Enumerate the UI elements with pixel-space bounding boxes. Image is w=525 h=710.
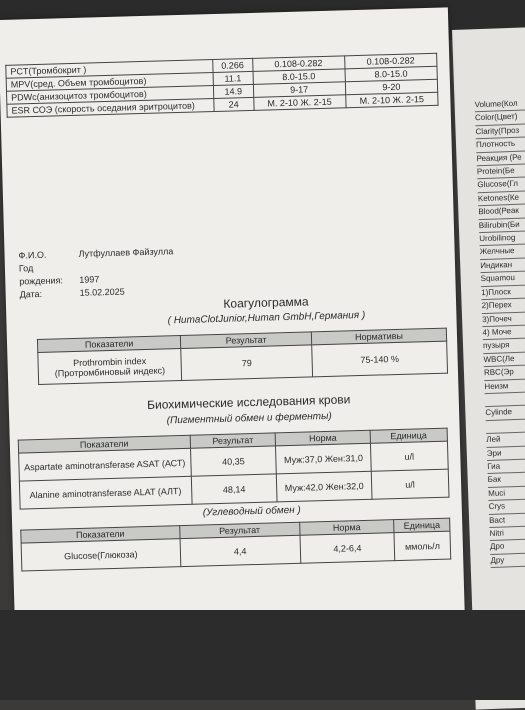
side-page-item: Плотность <box>476 136 525 153</box>
year-value: 1997 <box>79 274 100 285</box>
carb-header-norm: Норма <box>299 520 394 536</box>
side-page-item: Nitri <box>489 525 525 542</box>
blood-count-cell-norm2: 9-20 <box>345 79 438 95</box>
blood-count-cell-name: MPV(сред. Объем тромбоцитов) <box>6 73 213 92</box>
patient-info <box>18 245 174 301</box>
biochem-row-name: Alanine aminotransferase ALAT (АЛТ) <box>19 476 191 509</box>
side-page-item: Urobilinog <box>479 230 525 247</box>
side-page-item: 3)Почеч <box>482 310 525 327</box>
biochem-row-result: 40,35 <box>190 446 277 476</box>
carb-header-name: Показатели <box>21 526 180 543</box>
carb-header-result: Результат <box>179 522 299 538</box>
carb-table <box>20 518 451 572</box>
side-page-item: Лей <box>486 431 525 448</box>
biochem-subtitle: (Пигментный обмен и ферменты) <box>166 410 332 427</box>
side-page-item: Squamou <box>481 270 525 287</box>
side-page-list <box>474 96 525 568</box>
blood-count-cell-norm2: М. 2-10 Ж. 2-15 <box>345 92 438 108</box>
biochem-header-unit: Единица <box>370 428 448 443</box>
fio-label: Ф.И.О. <box>18 249 47 261</box>
blood-count-cell-norm1: М. 2-10 Ж. 2-15 <box>253 95 346 111</box>
biochem-row-name: Aspartate aminotransferase ASAT (АСТ) <box>19 448 191 481</box>
blood-count-cell-norm1: 9-17 <box>253 82 346 98</box>
blood-count-cell-name: PDWc(анизоцитоз тромбоцитов) <box>6 86 213 105</box>
side-page-item: Blood(Реак <box>478 203 525 220</box>
side-page-item: Желчные <box>480 243 525 260</box>
blood-count-cell-result: 24 <box>214 97 254 111</box>
carb-header-unit: Единица <box>394 518 450 533</box>
side-page-item: Protein(Бе <box>477 163 525 180</box>
biochem-title: Биохимические исследования крови <box>147 392 351 412</box>
side-page-item <box>485 391 525 408</box>
carb-row-unit: ммоль/л <box>394 531 451 561</box>
fio-value: Лутфуллаев Файзулла <box>78 246 174 259</box>
biochem-row-norm: Муж:37,0 Жен:31,0 <box>276 443 371 474</box>
side-page-item: Индикан <box>480 257 525 274</box>
side-page-item: Дро <box>490 538 525 555</box>
coag-title: Коагулограмма <box>223 294 309 311</box>
coag-row-name: Prothrombin index (Протромбиновый индекс) <box>38 349 182 385</box>
biochem-header-norm: Норма <box>276 430 371 446</box>
coag-header-norm: Нормативы <box>311 328 446 345</box>
blood-count-cell-name: ESR СОЭ (скорость оседания эритроцитов) <box>7 99 214 118</box>
report-page <box>0 7 465 629</box>
carb-subtitle: (Углеводный обмен ) <box>202 504 301 519</box>
side-page-item: Эри <box>487 444 525 461</box>
biochem-header-result: Результат <box>190 433 276 448</box>
blood-count-cell-norm2: 0.108-0.282 <box>344 53 437 69</box>
blood-count-cell-result: 14.9 <box>213 84 253 98</box>
background-bottom <box>0 610 525 700</box>
side-page-item: Дру <box>490 552 525 569</box>
coag-table <box>37 328 448 385</box>
side-page-item: Muci <box>488 485 525 502</box>
side-page-item: Volume(Кол <box>474 96 525 113</box>
blood-count-cell-result: 11.1 <box>213 71 253 85</box>
side-page-item: Clarity(Проз <box>475 123 525 140</box>
coag-header-name: Показатели <box>37 336 180 353</box>
side-page-item: Реакция (Ре <box>476 150 525 167</box>
coag-row-result: 79 <box>181 345 313 381</box>
carb-row-result: 4,4 <box>180 535 301 566</box>
coag-row-norm: 75-140 % <box>312 341 448 377</box>
blood-count-table <box>5 53 438 118</box>
blood-count-cell-result: 0.266 <box>213 58 253 72</box>
biochem-row-norm: Муж:42,0 Жен:32,0 <box>277 471 372 502</box>
biochem-row-result: 48,14 <box>191 474 278 504</box>
side-page-item: Гиа <box>487 458 525 475</box>
date-label: Дата: <box>19 288 43 300</box>
blood-count-cell-name: PCT(Тромбокрит ) <box>6 60 213 79</box>
side-page-item: Cylinde <box>485 404 525 421</box>
date-value: 15.02.2025 <box>79 286 125 298</box>
biochem-row-unit: u/l <box>370 441 448 471</box>
side-page-item: Бак <box>488 471 525 488</box>
side-page-item <box>486 418 525 435</box>
coag-header-result: Результат <box>181 332 312 349</box>
blood-count-cell-norm2: 8.0-15.0 <box>345 66 438 82</box>
side-page-item: 2)Перех <box>481 297 525 314</box>
biochem-header-name: Показатели <box>18 435 190 453</box>
side-page-item: Неизм <box>484 377 525 394</box>
coag-subtitle: ( HumaClotJunior,Human GmbH,Германия ) <box>167 309 366 327</box>
carb-row-name: Glucose(Глюкоза) <box>21 539 180 571</box>
side-page-item: 1)Плоск <box>481 284 525 301</box>
side-page-item: WBC(Ле <box>483 351 525 368</box>
blood-count-cell-norm1: 8.0-15.0 <box>253 69 346 85</box>
side-page-item: Ketones(Ке <box>478 190 525 207</box>
side-page-item: 4) Моче <box>482 324 525 341</box>
side-page-item: Crys <box>488 498 525 515</box>
blood-count-cell-norm1: 0.108-0.282 <box>252 56 345 72</box>
side-page-item: Bact <box>489 511 525 528</box>
biochem-table <box>18 428 450 510</box>
year-label: Год рождения: <box>18 263 63 287</box>
side-page-item: Color(Цвет) <box>475 110 525 127</box>
side-page-item: Bilirubin(Би <box>479 217 525 234</box>
side-page-item: пузыря <box>483 337 525 354</box>
side-page-item: RBC(Эр <box>484 364 525 381</box>
biochem-row-unit: u/l <box>371 469 449 499</box>
carb-row-norm: 4,2-6,4 <box>300 533 395 564</box>
side-page-item: Glucose(Гл <box>477 177 525 194</box>
